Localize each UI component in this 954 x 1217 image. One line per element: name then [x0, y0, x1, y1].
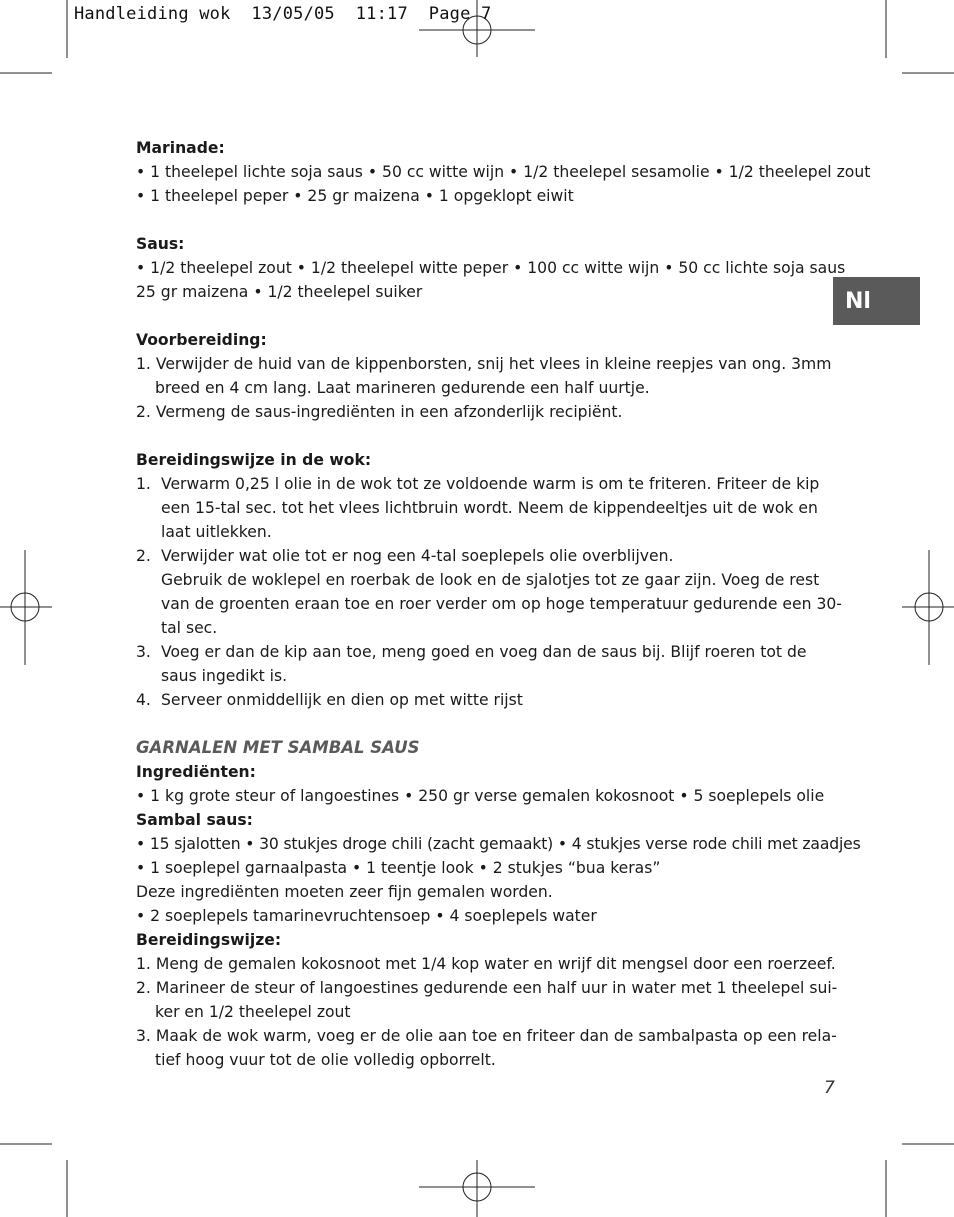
- sambal-heading: Sambal saus:: [136, 811, 253, 829]
- marinade-line: • 1 theelepel peper • 25 gr maizena • 1 opgeklopt eiwit: [136, 187, 574, 205]
- page-content: [136, 136, 871, 1072]
- sambal-line: Deze ingrediënten moeten zeer fijn gemalen worden.: [136, 883, 553, 901]
- garnalen-step: 1. Meng de gemalen kokosnoot met 1/4 kop water en wrijf dit mengsel door een roerzeef.: [136, 955, 836, 973]
- voorbereiding-step-cont: breed en 4 cm lang. Laat marineren gedurende een half uurtje.: [155, 379, 650, 397]
- bereiding-wok-step-cont: van de groenten eraan toe en roer verder om op hoge temperatuur gedurende een 30-: [161, 595, 842, 613]
- voorbereiding-step: 1. Verwijder de huid van de kippenborsten, snij het vlees in kleine reepjes van ong. 3mm: [136, 355, 832, 373]
- sambal-line: • 2 soeplepels tamarinevruchtensoep • 4 soeplepels water: [136, 907, 597, 925]
- garnalen-step-cont: ker en 1/2 theelepel zout: [155, 1003, 351, 1021]
- sambal-line: • 1 soeplepel garnaalpasta • 1 teentje look • 2 stukjes “bua keras”: [136, 859, 661, 877]
- sambal-line: • 15 sjalotten • 30 stukjes droge chili (zacht gemaakt) • 4 stukjes verse rode chili met zaadjes: [136, 835, 861, 853]
- bereiding-wok-step: 4. Serveer onmiddellijk en dien op met witte rijst: [136, 691, 523, 709]
- garnalen-bereiding-heading: Bereidingswijze:: [136, 931, 282, 949]
- print-slug: Handleiding wok 13/05/05 11:17 Page 7: [74, 4, 492, 24]
- bereiding-wok-heading: Bereidingswijze in de wok:: [136, 451, 372, 469]
- bereiding-wok-step-cont: een 15-tal sec. tot het vlees lichtbruin wordt. Neem de kippendeeltjes uit de wok en: [161, 499, 818, 517]
- page-number: 7: [824, 1078, 835, 1098]
- garnalen-step: 3. Maak de wok warm, voeg er de olie aan toe en friteer dan de sambalpasta op een rela-: [136, 1027, 837, 1045]
- ingredienten-line: • 1 kg grote steur of langoestines • 250 gr verse gemalen kokosnoot • 5 soeplepels olie: [136, 787, 825, 805]
- garnalen-title: GARNALEN MET SAMBAL SAUS: [136, 738, 420, 757]
- voorbereiding-step: 2. Vermeng de saus-ingrediënten in een afzonderlijk recipiënt.: [136, 403, 623, 421]
- bereiding-wok-step-cont: tal sec.: [161, 619, 218, 637]
- bereiding-wok-step: 1. Verwarm 0,25 l olie in de wok tot ze voldoende warm is om te friteren. Friteer de kip: [136, 475, 820, 493]
- bereiding-wok-step: 3. Voeg er dan de kip aan toe, meng goed en voeg dan de saus bij. Blijf roeren tot de: [136, 643, 807, 661]
- voorbereiding-heading: Voorbereiding:: [136, 331, 267, 349]
- saus-line: 25 gr maizena • 1/2 theelepel suiker: [136, 283, 423, 301]
- garnalen-step-cont: tief hoog vuur tot de olie volledig opborrelt.: [155, 1051, 496, 1069]
- bereiding-wok-step-cont: Gebruik de woklepel en roerbak de look en de sjalotjes tot ze gaar zijn. Voeg de rest: [161, 571, 820, 589]
- language-tab: [833, 277, 920, 325]
- saus-line: • 1/2 theelepel zout • 1/2 theelepel witte peper • 100 cc witte wijn • 50 cc lichte soja saus: [136, 259, 846, 277]
- saus-heading: Saus:: [136, 235, 185, 253]
- language-tab-label: Nl: [845, 288, 871, 314]
- bereiding-wok-step-cont: laat uitlekken.: [161, 523, 272, 541]
- ingredienten-heading: Ingrediënten:: [136, 763, 256, 781]
- bereiding-wok-step-cont: saus ingedikt is.: [161, 667, 288, 685]
- bereiding-wok-step: 2. Verwijder wat olie tot er nog een 4-tal soeplepels olie overblijven.: [136, 547, 674, 565]
- marinade-line: • 1 theelepel lichte soja saus • 50 cc witte wijn • 1/2 theelepel sesamolie • 1/2 theelepel zout: [136, 163, 871, 181]
- garnalen-step: 2. Marineer de steur of langoestines gedurende een half uur in water met 1 theelepel sui-: [136, 979, 838, 997]
- marinade-heading: Marinade:: [136, 139, 225, 157]
